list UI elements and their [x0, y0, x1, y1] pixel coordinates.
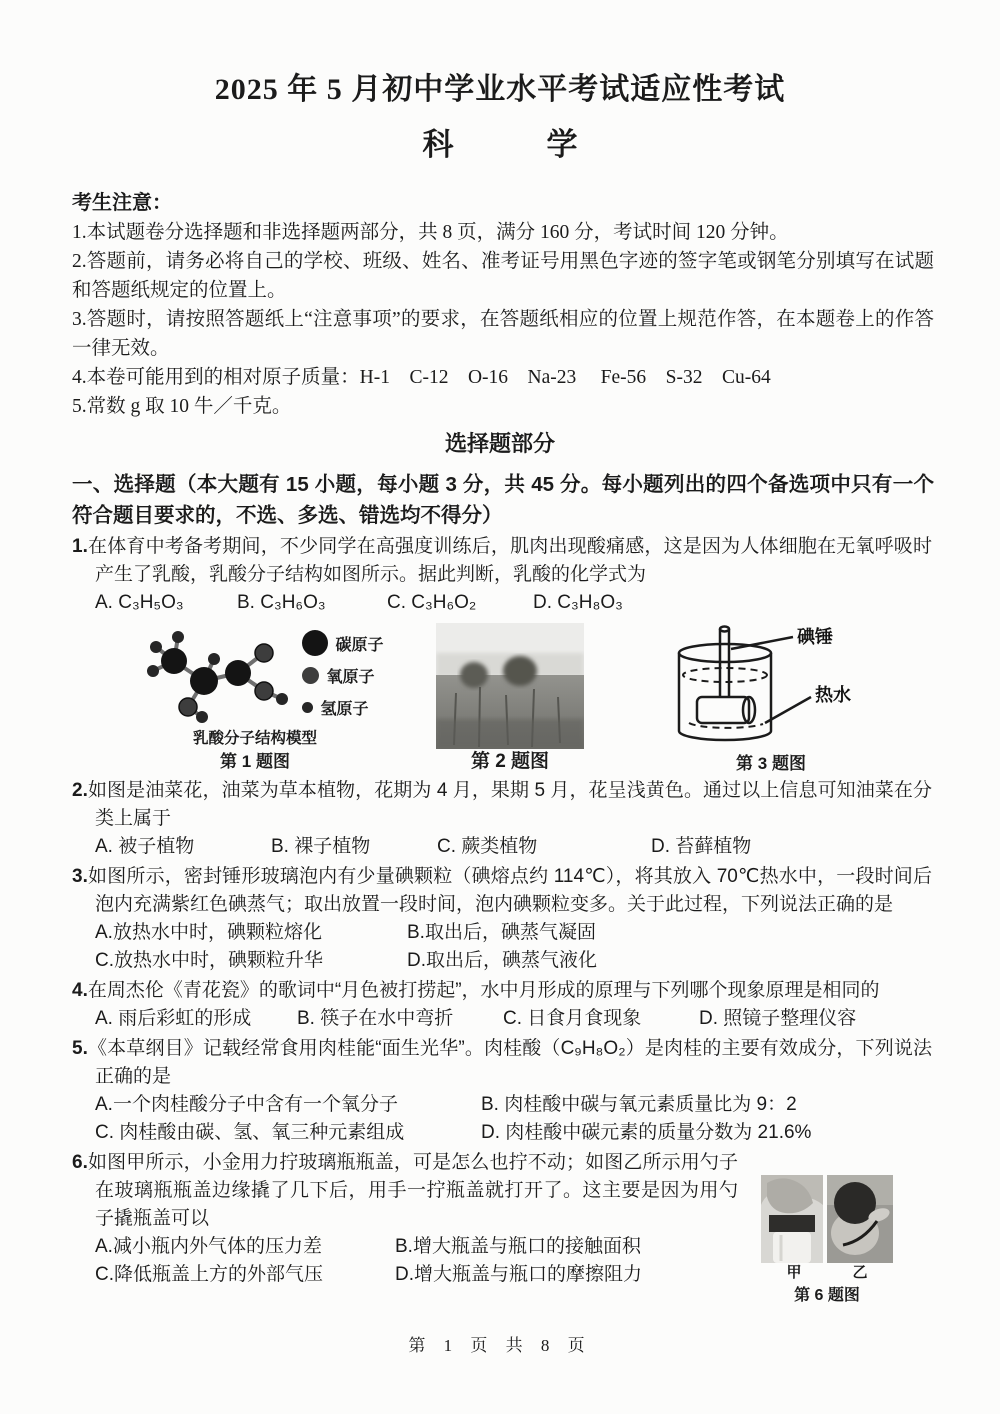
- question-6: [72, 1149, 932, 1304]
- figure-2-caption: 第 2 题图: [470, 751, 550, 772]
- photo-jia-hand-twisting-lid: [761, 1175, 823, 1263]
- question-5: [72, 1035, 932, 1147]
- figure-6-bottle-cap: [752, 1175, 902, 1307]
- notice-item-3: 3.答题时，请按照答题纸上“注意事项”的要求，在答题纸相应的位置上规范作答，在本题卷上的作答一律无效。: [72, 309, 934, 359]
- question-1-option-a: A. C₃H₅O₃: [95, 592, 184, 613]
- paper-title: 2025 年 5 月初中学业水平考试适应性考试: [214, 73, 786, 106]
- question-4-option-c: C. 日食月食现象: [503, 1008, 642, 1029]
- question-4-option-a: A. 雨后彩虹的形成: [95, 1008, 252, 1029]
- notice-item-1: 1.本试题卷分选择题和非选择题两部分，共 8 页，满分 160 分，考试时间 120 分钟。: [72, 222, 789, 243]
- hydrogen-atom-dot: [302, 702, 313, 713]
- question-5-options: [72, 1091, 932, 1147]
- question-6-option-b: B.增大瓶盖与瓶口的接触面积: [395, 1236, 641, 1257]
- section-intro: 一、选择题（本大题有 15 小题，每小题 3 分，共 45 分。每小题列出的四个备选项中只有一个符合题目要求的，不选、多选、错选均不得分）: [72, 473, 934, 527]
- beaker-diagram: [665, 623, 877, 751]
- question-2: [72, 777, 932, 861]
- question-1: [72, 533, 932, 617]
- question-2-option-b: B. 裸子植物: [271, 836, 371, 857]
- page-footer: 第 1 页 共 8 页: [408, 1336, 592, 1355]
- question-5-text: 5.《本草纲目》记载经常食用肉桂能“面生光华”。肉桂酸（C₉H₈O₂）是肉桂的主要有效成分，下列说法正确的是: [72, 1038, 932, 1087]
- question-6-option-d: D.增大瓶盖与瓶口的摩擦阻力: [395, 1264, 643, 1285]
- hot-water-label: 热水: [815, 685, 851, 705]
- question-4: [72, 977, 932, 1033]
- figure-1-model-caption: 乳酸分子结构模型: [192, 730, 317, 747]
- fig6-label-jia: 甲: [786, 1264, 802, 1281]
- question-1-number: 1.: [72, 536, 88, 557]
- question-4-option-d: D. 照镜子整理仪容: [699, 1008, 857, 1029]
- question-5-option-c: C. 肉桂酸由碳、氢、氧三种元素组成: [95, 1122, 405, 1143]
- fig6-label-yi: 乙: [852, 1264, 868, 1281]
- question-1-option-c: C. C₃H₆O₂: [387, 592, 477, 613]
- question-4-option-b: B. 筷子在水中弯折: [297, 1008, 454, 1029]
- section-part-title: 选择题部分: [444, 431, 555, 456]
- figure-1-caption: 第 1 题图: [220, 752, 290, 771]
- question-1-text: 1.在体育中考备考期间，不少同学在高强度训练后，肌肉出现酸痛感，这是因为人体细胞在无氧呼吸时产生了乳酸，乳酸分子结构如图所示。据此判断，乳酸的化学式为: [72, 536, 932, 585]
- iodine-tube-label: 碘锤: [797, 627, 833, 647]
- question-6-option-c: C.降低瓶盖上方的外部气压: [95, 1264, 324, 1285]
- question-3-option-b: B.取出后，碘蒸气凝固: [407, 922, 596, 943]
- molecule-ball-stick-diagram: [126, 623, 294, 727]
- question-4-text: 4.在周杰伦《青花瓷》的歌词中“月色被打捞起”，水中月形成的原理与下列哪个现象原理是相同的: [72, 980, 880, 1001]
- photo-yi-spoon-prying-lid: [827, 1175, 893, 1263]
- hydrogen-atom-label: 氢原子: [320, 700, 369, 718]
- question-3-text: 3.如图所示，密封锤形玻璃泡内有少量碘颗粒（碘熔点约 114℃），将其放入 70℃热水中，一段时间后泡内充满紫红色碘蒸气；取出放置一段时间，泡内碘颗粒变多。关于此过程，下列说法正确的是: [72, 866, 932, 915]
- figure-3-iodine-beaker: [656, 623, 886, 775]
- question-1-option-d: D. C₃H₈O₃: [533, 592, 623, 613]
- notice-item-5: 5.常数 g 取 10 牛／千克。: [72, 396, 292, 417]
- question-6-option-a: A.减小瓶内外气体的压力差: [95, 1236, 322, 1257]
- question-5-number: 5.: [72, 1038, 88, 1059]
- oxygen-atom-dot: [302, 667, 319, 684]
- question-2-text: 2.如图是油菜花，油菜为草本植物，花期为 4 月，果期 5 月，花呈浅黄色。通过以上信息可知油菜在分类上属于: [72, 780, 932, 829]
- question-2-option-d: D. 苔藓植物: [651, 836, 752, 857]
- question-3: [72, 863, 932, 975]
- question-1-option-b: B. C₃H₆O₃: [237, 592, 326, 613]
- question-5-option-a: A.一个肉桂酸分子中含有一个氧分子: [95, 1094, 398, 1115]
- question-6-options: [72, 1233, 738, 1289]
- question-3-option-a: A.放热水中时，碘颗粒熔化: [95, 922, 322, 943]
- question-3-option-d: D.取出后，碘蒸气液化: [407, 950, 598, 971]
- notice-item-4: 4.本卷可能用到的相对原子质量：H-1 C-12 O-16 Na-23 Fe-56 S-32 Cu-64: [72, 367, 771, 388]
- figure-3-caption: 第 3 题图: [736, 754, 806, 773]
- question-4-options: [72, 1005, 932, 1033]
- question-6-text: 6.如图甲所示，小金用力拧玻璃瓶瓶盖，可是怎么也拧不动；如图乙所示用勺子在玻璃瓶瓶盖边缘撬了几下后，用手一拧瓶盖就打开了。这主要是因为用勺子撬瓶盖可以: [72, 1152, 738, 1229]
- carbon-atom-label: 碳原子: [335, 636, 384, 654]
- question-1-options: [72, 589, 932, 617]
- question-3-option-c: C.放热水中时，碘颗粒升华: [95, 950, 324, 971]
- question-4-number: 4.: [72, 980, 88, 1001]
- question-2-number: 2.: [72, 780, 88, 801]
- figure-row: [72, 623, 934, 775]
- atom-legend: [302, 629, 383, 721]
- notice-heading: 考生注意：: [72, 192, 172, 214]
- figure-2-rapeseed-photo: [430, 623, 590, 773]
- question-6-number: 6.: [72, 1152, 88, 1173]
- candidate-notice-section: [72, 188, 934, 421]
- question-5-option-d: D. 肉桂酸中碳元素的质量分数为 21.6%: [481, 1122, 812, 1143]
- question-2-option-a: A. 被子植物: [95, 836, 195, 857]
- carbon-atom-dot: [302, 630, 328, 656]
- notice-item-2: 2.答题前，请务必将自己的学校、班级、姓名、准考证号用黑色字迹的签字笔或钢笔分别填写在试题和答题纸规定的位置上。: [72, 251, 934, 301]
- question-3-options: [72, 919, 932, 975]
- oxygen-atom-label: 氧原子: [326, 668, 375, 686]
- question-2-option-c: C. 蕨类植物: [437, 836, 538, 857]
- question-5-option-b: B. 肉桂酸中碳与氧元素质量比为 9：2: [481, 1094, 797, 1115]
- field-photo: [436, 623, 584, 749]
- question-3-number: 3.: [72, 866, 88, 887]
- figure-1-lactic-acid-model: [120, 623, 390, 773]
- question-2-options: [72, 833, 932, 861]
- paper-subject: 科 学: [422, 127, 578, 162]
- figure-6-caption: 第 6 题图: [794, 1287, 860, 1304]
